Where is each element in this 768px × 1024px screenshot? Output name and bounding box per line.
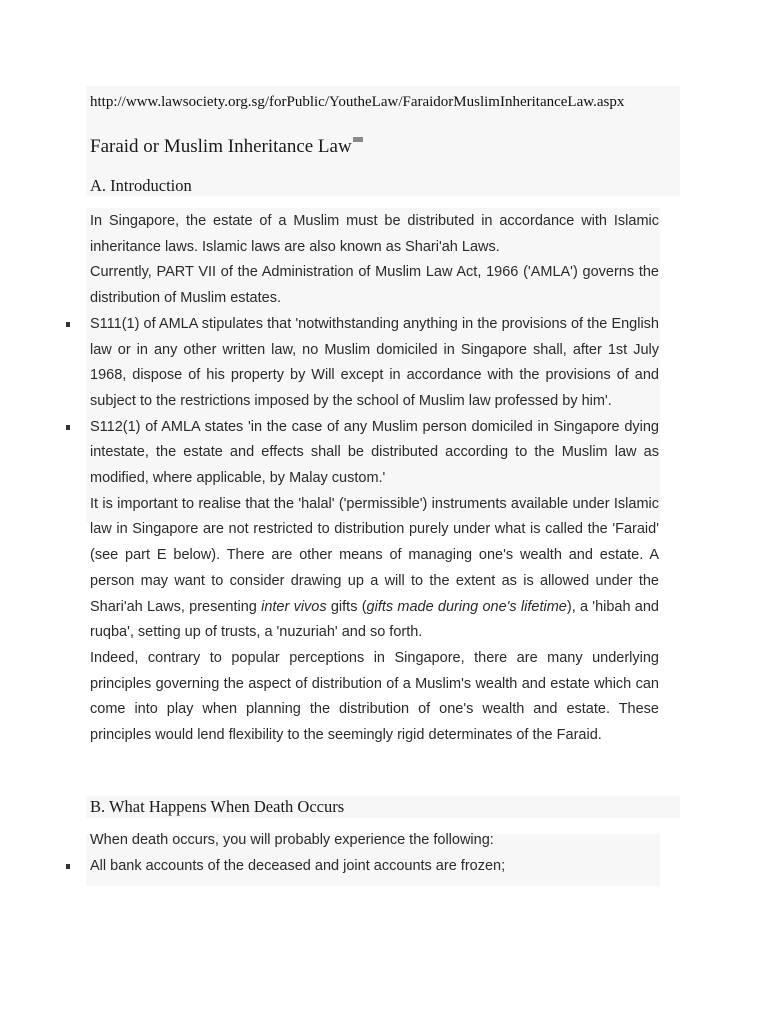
- paragraph: Indeed, contrary to popular perceptions in Singapore, there are many underlying principles governing the aspect of distribution of a Muslim's wealth and estate which can come into play when planning the distribution of one's wealth and estate. These principles would lend flexibility to the seemingly rigid determinates of the Faraid.: [90, 649, 659, 744]
- page-title-text: Faraid or Muslim Inheritance Law: [90, 136, 352, 157]
- section-b-heading: B. What Happens When Death Occurs: [90, 797, 345, 816]
- list-item: [90, 312, 659, 415]
- bullet-icon: [66, 864, 70, 869]
- list-item-text: S112(1) of AMLA states 'in the case of any Muslim person domiciled in Singapore dying intestate, the estate and effects shall be distributed according to the Muslim law as modified, where applicable, by Malay custom.': [90, 418, 659, 487]
- section-a-body: [90, 209, 659, 749]
- section-a-heading: A. Introduction: [90, 176, 192, 195]
- paragraph: [90, 492, 659, 646]
- bullet-icon: [66, 322, 70, 327]
- list-item-text: All bank accounts of the deceased and joint accounts are frozen;: [90, 857, 506, 874]
- emphasis-text: inter vivos: [261, 598, 327, 615]
- paragraph: In Singapore, the estate of a Muslim must be distributed in accordance with Islamic inheritance laws. Islamic laws are also known as Shari'ah Laws.: [90, 213, 659, 255]
- section-b-body: [90, 828, 659, 879]
- paragraph: When death occurs, you will probably experience the following:: [90, 832, 494, 848]
- page-title: [90, 136, 363, 158]
- paragraph-text: It is important to realise that the 'halal' ('permissible') instruments available under Islamic law in Singapore are not restricted to distribution purely under what is called the 'Faraid' (see part E below). There are other means of managing one's wealth and estate. A person may want to consider drawing up a will to the extent as is allowed under the Shari'ah Laws, presenting: [90, 495, 659, 615]
- source-url: http://www.lawsociety.org.sg/forPublic/YoutheLaw/FaraidorMuslimInheritanceLaw.aspx: [90, 94, 625, 110]
- bullet-icon: [66, 425, 70, 430]
- paragraph-text: gifts (: [326, 598, 367, 615]
- list-item: [90, 415, 659, 492]
- footnote-marker-icon: [353, 137, 363, 142]
- paragraph: Currently, PART VII of the Administration of Muslim Law Act, 1966 ('AMLA') governs the distribution of Muslim estates.: [90, 264, 659, 307]
- list-item: [90, 854, 659, 880]
- list-item-text: S111(1) of AMLA stipulates that 'notwithstanding anything in the provisions of the English law or in any other written law, no Muslim domiciled in Singapore shall, after 1st July 1968, dispose of his property by Will except in accordance with the provisions of and subject to the restrictions imposed by the school of Muslim law professed by him'.: [90, 315, 659, 409]
- paragraph-text: ), a 'hibah and ruqba', setting up of trusts, a 'nuzuriah' and so forth.: [90, 598, 659, 641]
- emphasis-text: gifts made during one's lifetime: [366, 598, 567, 615]
